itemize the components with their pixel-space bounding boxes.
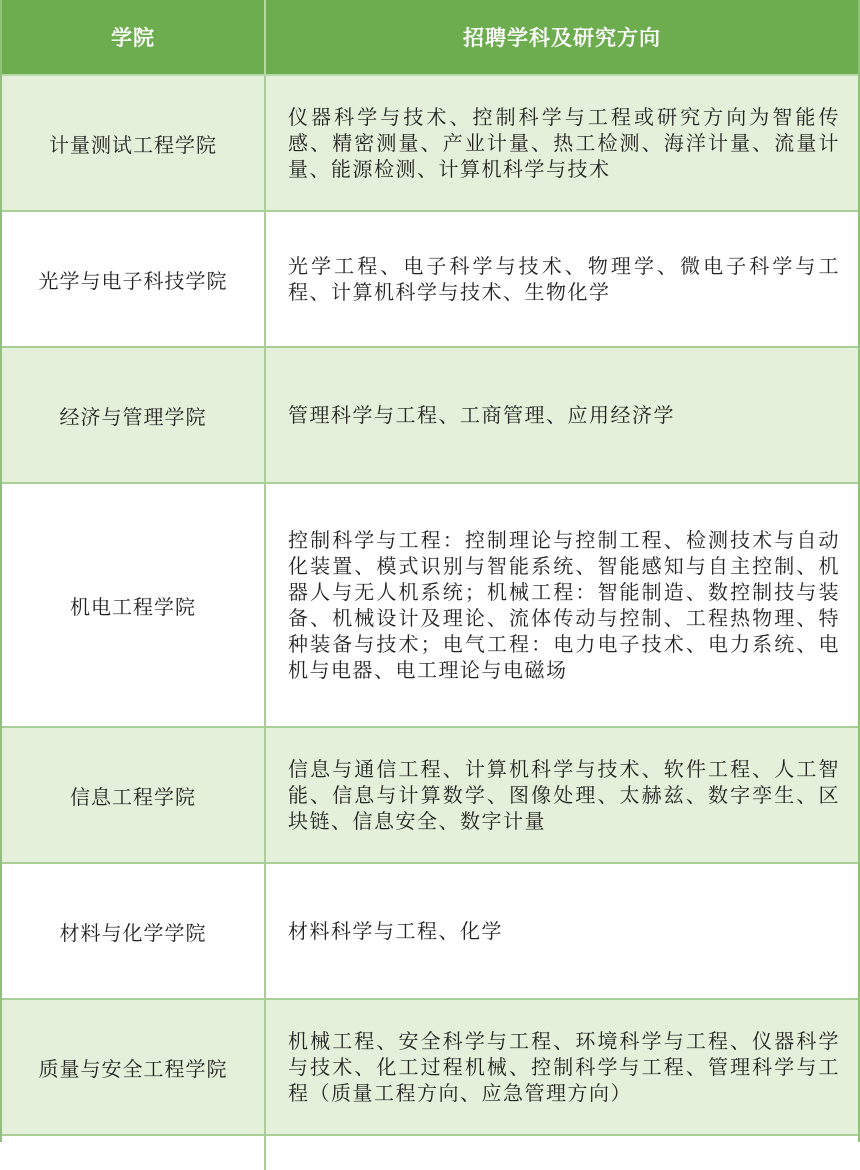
college-name-cell bbox=[2, 1136, 266, 1170]
college-name: 经济与管理学院 bbox=[2, 348, 266, 482]
discipline-list-cell bbox=[266, 1136, 858, 1170]
table-row bbox=[2, 728, 858, 864]
table-row bbox=[2, 864, 858, 1000]
header-disciplines: 招聘学科及研究方向 bbox=[463, 26, 661, 50]
table-row bbox=[2, 1000, 858, 1136]
discipline-list: 管理科学与工程、工商管理、应用经济学 bbox=[288, 403, 675, 427]
college-name: 计量测试工程学院 bbox=[2, 76, 266, 210]
table-row bbox=[2, 76, 858, 212]
discipline-list: 光学工程、电子科学与技术、物理学、微电子科学与工程、计算机科学与技术、生物化学 bbox=[288, 254, 840, 304]
discipline-list: 控制科学与工程：控制理论与控制工程、检测技术与自动化装置、模式识别与智能系统、智能感知与自主控制、机器人与无人机系统；机械工程：智能制造、数控制技与装备、机械设计及理论、流体传动与控制、工程热物理、特种装备与技术；电气工程：电力电子技术、电力系统、电机与电器、电工理论与电磁场 bbox=[288, 528, 840, 682]
college-name: 机电工程学院 bbox=[2, 484, 266, 726]
discipline-list: 材料科学与工程、化学 bbox=[288, 919, 503, 943]
college-name: 材料与化学学院 bbox=[2, 864, 266, 998]
college-name: 光学与电子科技学院 bbox=[2, 212, 266, 346]
header-college: 学院 bbox=[2, 0, 266, 74]
table-row-partial bbox=[2, 1136, 858, 1170]
college-name: 信息工程学院 bbox=[2, 728, 266, 862]
discipline-list: 仪器科学与技术、控制科学与工程或研究方向为智能传感、精密测量、产业计量、热工检测、海洋计量、流量计量、能源检测、计算机科学与技术 bbox=[288, 105, 840, 181]
table-row bbox=[2, 484, 858, 728]
college-name: 质量与安全工程学院 bbox=[2, 1000, 266, 1134]
discipline-list: 信息与通信工程、计算机科学与技术、软件工程、人工智能、信息与计算数学、图像处理、太赫兹、数字孪生、区块链、信息安全、数字计量 bbox=[288, 757, 840, 833]
discipline-list: 机械工程、安全科学与工程、环境科学与工程、仪器科学与技术、化工过程机械、控制科学与工程、管理科学与工程（质量工程方向、应急管理方向） bbox=[288, 1029, 840, 1105]
table-row bbox=[2, 212, 858, 348]
table-header bbox=[2, 0, 858, 76]
table-row bbox=[2, 348, 858, 484]
